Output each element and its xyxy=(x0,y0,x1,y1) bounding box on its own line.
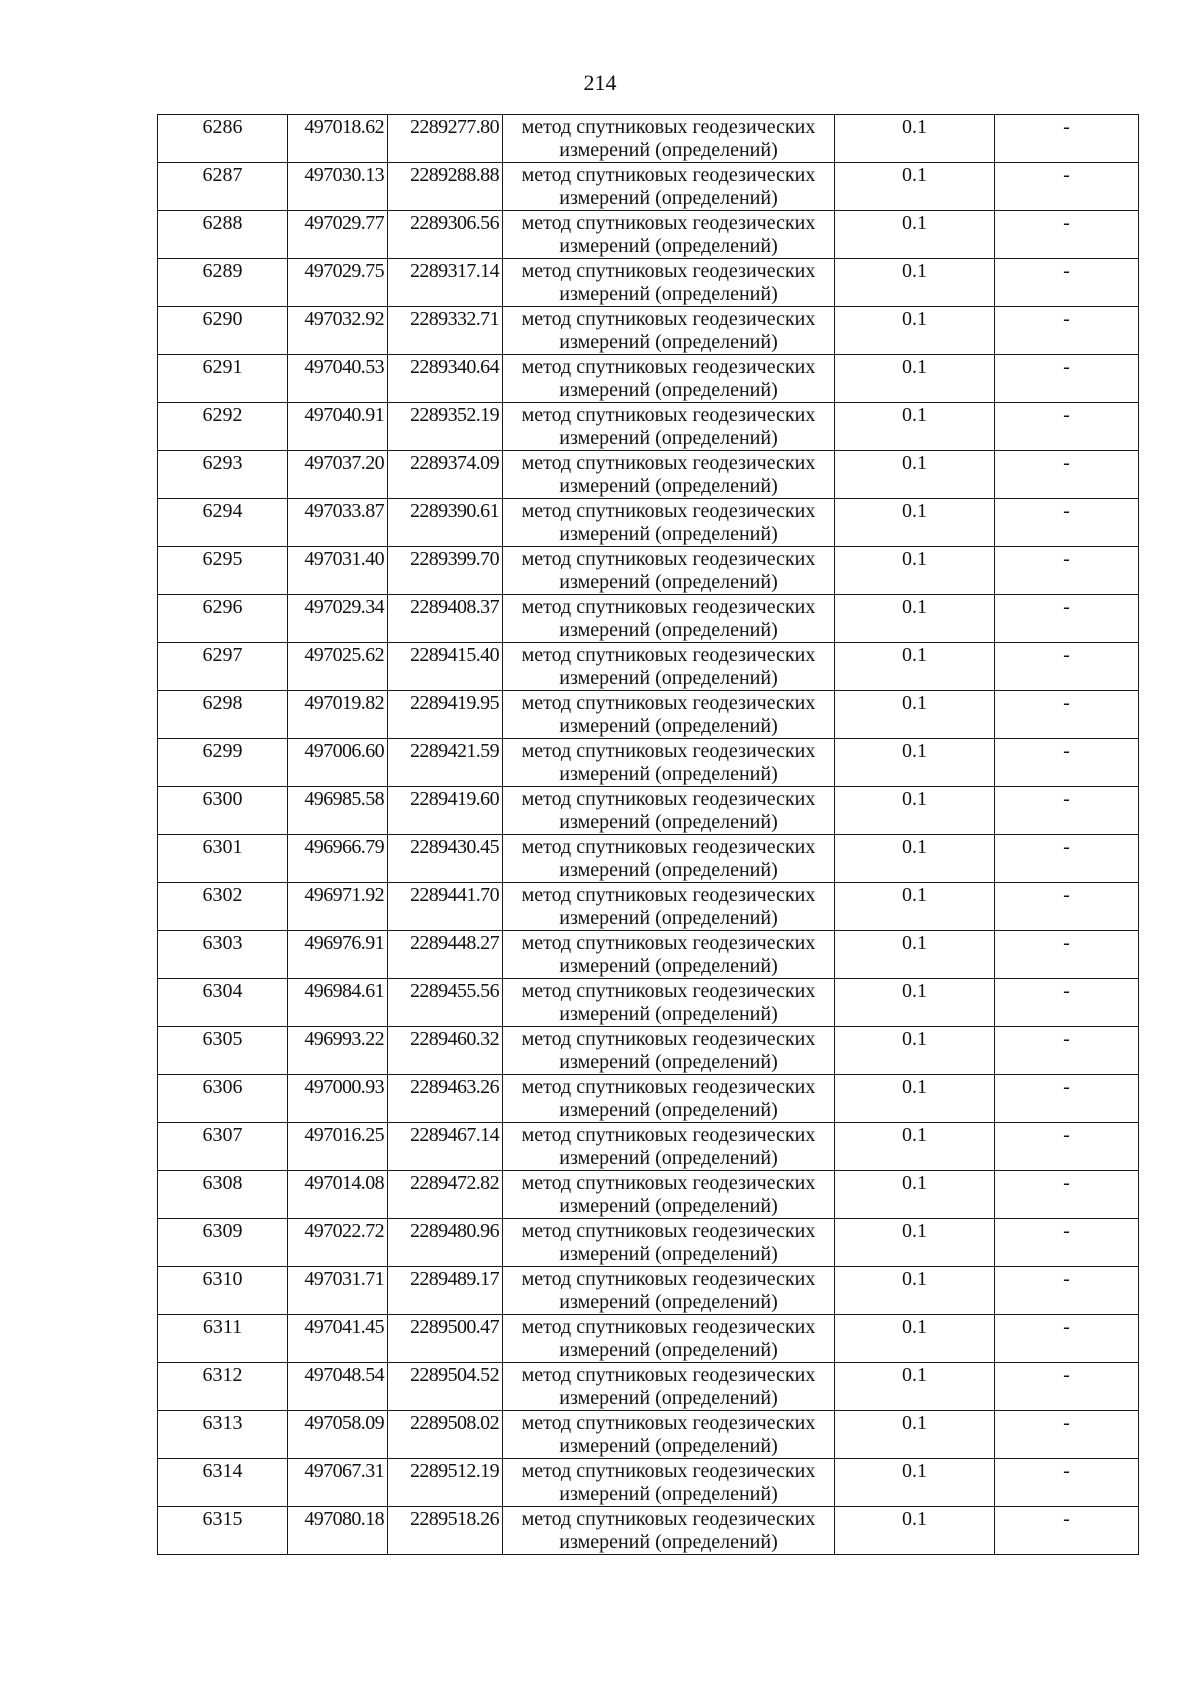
table-row xyxy=(158,355,1139,403)
point-number-cell: 6310 xyxy=(158,1267,288,1315)
table-row xyxy=(158,643,1139,691)
table-row xyxy=(158,931,1139,979)
x-coordinate-cell: 496966.79 xyxy=(288,835,388,883)
point-number-cell: 6301 xyxy=(158,835,288,883)
point-number-cell: 6304 xyxy=(158,979,288,1027)
method-cell: метод спутниковых геодезических измерений (определений) xyxy=(503,451,835,499)
method-cell: метод спутниковых геодезических измерений (определений) xyxy=(503,1267,835,1315)
point-number-cell: 6303 xyxy=(158,931,288,979)
note-cell: - xyxy=(995,739,1139,787)
method-cell: метод спутниковых геодезических измерений (определений) xyxy=(503,259,835,307)
y-coordinate-cell: 2289419.60 xyxy=(388,787,503,835)
x-coordinate-cell: 497006.60 xyxy=(288,739,388,787)
method-cell: метод спутниковых геодезических измерений (определений) xyxy=(503,1075,835,1123)
method-cell: метод спутниковых геодезических измерений (определений) xyxy=(503,163,835,211)
point-number-cell: 6298 xyxy=(158,691,288,739)
note-cell: - xyxy=(995,1315,1139,1363)
method-cell: метод спутниковых геодезических измерений (определений) xyxy=(503,115,835,163)
table-row xyxy=(158,211,1139,259)
note-cell: - xyxy=(995,643,1139,691)
x-coordinate-cell: 497000.93 xyxy=(288,1075,388,1123)
accuracy-cell: 0.1 xyxy=(835,1219,995,1267)
point-number-cell: 6293 xyxy=(158,451,288,499)
x-coordinate-cell: 496985.58 xyxy=(288,787,388,835)
point-number-cell: 6315 xyxy=(158,1507,288,1555)
y-coordinate-cell: 2289472.82 xyxy=(388,1171,503,1219)
point-number-cell: 6300 xyxy=(158,787,288,835)
table-row xyxy=(158,1507,1139,1555)
x-coordinate-cell: 497041.45 xyxy=(288,1315,388,1363)
table-row xyxy=(158,163,1139,211)
accuracy-cell: 0.1 xyxy=(835,931,995,979)
x-coordinate-cell: 497014.08 xyxy=(288,1171,388,1219)
point-number-cell: 6311 xyxy=(158,1315,288,1363)
note-cell: - xyxy=(995,499,1139,547)
note-cell: - xyxy=(995,403,1139,451)
accuracy-cell: 0.1 xyxy=(835,1171,995,1219)
x-coordinate-cell: 496971.92 xyxy=(288,883,388,931)
y-coordinate-cell: 2289352.19 xyxy=(388,403,503,451)
accuracy-cell: 0.1 xyxy=(835,1507,995,1555)
x-coordinate-cell: 497016.25 xyxy=(288,1123,388,1171)
x-coordinate-cell: 497040.91 xyxy=(288,403,388,451)
point-number-cell: 6291 xyxy=(158,355,288,403)
method-cell: метод спутниковых геодезических измерений (определений) xyxy=(503,739,835,787)
accuracy-cell: 0.1 xyxy=(835,403,995,451)
x-coordinate-cell: 497022.72 xyxy=(288,1219,388,1267)
table-row xyxy=(158,1123,1139,1171)
method-cell: метод спутниковых геодезических измерений (определений) xyxy=(503,835,835,883)
x-coordinate-cell: 497058.09 xyxy=(288,1411,388,1459)
y-coordinate-cell: 2289467.14 xyxy=(388,1123,503,1171)
accuracy-cell: 0.1 xyxy=(835,595,995,643)
x-coordinate-cell: 497019.82 xyxy=(288,691,388,739)
x-coordinate-cell: 497031.71 xyxy=(288,1267,388,1315)
accuracy-cell: 0.1 xyxy=(835,1459,995,1507)
x-coordinate-cell: 497032.92 xyxy=(288,307,388,355)
method-cell: метод спутниковых геодезических измерений (определений) xyxy=(503,691,835,739)
y-coordinate-cell: 2289408.37 xyxy=(388,595,503,643)
point-number-cell: 6305 xyxy=(158,1027,288,1075)
method-cell: метод спутниковых геодезических измерений (определений) xyxy=(503,1363,835,1411)
note-cell: - xyxy=(995,307,1139,355)
accuracy-cell: 0.1 xyxy=(835,1027,995,1075)
note-cell: - xyxy=(995,1267,1139,1315)
table-row xyxy=(158,259,1139,307)
x-coordinate-cell: 497029.77 xyxy=(288,211,388,259)
table-row xyxy=(158,787,1139,835)
note-cell: - xyxy=(995,1363,1139,1411)
accuracy-cell: 0.1 xyxy=(835,835,995,883)
accuracy-cell: 0.1 xyxy=(835,547,995,595)
x-coordinate-cell: 497080.18 xyxy=(288,1507,388,1555)
x-coordinate-cell: 497031.40 xyxy=(288,547,388,595)
accuracy-cell: 0.1 xyxy=(835,787,995,835)
x-coordinate-cell: 497018.62 xyxy=(288,115,388,163)
method-cell: метод спутниковых геодезических измерений (определений) xyxy=(503,403,835,451)
y-coordinate-cell: 2289500.47 xyxy=(388,1315,503,1363)
accuracy-cell: 0.1 xyxy=(835,163,995,211)
method-cell: метод спутниковых геодезических измерений (определений) xyxy=(503,643,835,691)
accuracy-cell: 0.1 xyxy=(835,883,995,931)
note-cell: - xyxy=(995,1171,1139,1219)
method-cell: метод спутниковых геодезических измерений (определений) xyxy=(503,1459,835,1507)
y-coordinate-cell: 2289512.19 xyxy=(388,1459,503,1507)
method-cell: метод спутниковых геодезических измерений (определений) xyxy=(503,1411,835,1459)
accuracy-cell: 0.1 xyxy=(835,1363,995,1411)
table-row xyxy=(158,595,1139,643)
note-cell: - xyxy=(995,787,1139,835)
method-cell: метод спутниковых геодезических измерений (определений) xyxy=(503,1315,835,1363)
note-cell: - xyxy=(995,115,1139,163)
table-row xyxy=(158,883,1139,931)
note-cell: - xyxy=(995,883,1139,931)
table-row xyxy=(158,499,1139,547)
table-row xyxy=(158,739,1139,787)
point-number-cell: 6287 xyxy=(158,163,288,211)
y-coordinate-cell: 2289489.17 xyxy=(388,1267,503,1315)
note-cell: - xyxy=(995,211,1139,259)
table-row xyxy=(158,1267,1139,1315)
table-row xyxy=(158,1219,1139,1267)
x-coordinate-cell: 497030.13 xyxy=(288,163,388,211)
accuracy-cell: 0.1 xyxy=(835,739,995,787)
point-number-cell: 6313 xyxy=(158,1411,288,1459)
y-coordinate-cell: 2289288.88 xyxy=(388,163,503,211)
table-row xyxy=(158,979,1139,1027)
y-coordinate-cell: 2289441.70 xyxy=(388,883,503,931)
accuracy-cell: 0.1 xyxy=(835,355,995,403)
accuracy-cell: 0.1 xyxy=(835,307,995,355)
y-coordinate-cell: 2289508.02 xyxy=(388,1411,503,1459)
point-number-cell: 6299 xyxy=(158,739,288,787)
coordinates-table-body xyxy=(158,115,1139,1555)
y-coordinate-cell: 2289518.26 xyxy=(388,1507,503,1555)
y-coordinate-cell: 2289390.61 xyxy=(388,499,503,547)
method-cell: метод спутниковых геодезических измерений (определений) xyxy=(503,1171,835,1219)
table-row xyxy=(158,1363,1139,1411)
method-cell: метод спутниковых геодезических измерений (определений) xyxy=(503,547,835,595)
accuracy-cell: 0.1 xyxy=(835,691,995,739)
method-cell: метод спутниковых геодезических измерений (определений) xyxy=(503,595,835,643)
method-cell: метод спутниковых геодезических измерений (определений) xyxy=(503,1123,835,1171)
x-coordinate-cell: 496993.22 xyxy=(288,1027,388,1075)
y-coordinate-cell: 2289332.71 xyxy=(388,307,503,355)
note-cell: - xyxy=(995,547,1139,595)
y-coordinate-cell: 2289463.26 xyxy=(388,1075,503,1123)
y-coordinate-cell: 2289419.95 xyxy=(388,691,503,739)
table-row xyxy=(158,451,1139,499)
y-coordinate-cell: 2289480.96 xyxy=(388,1219,503,1267)
method-cell: метод спутниковых геодезических измерений (определений) xyxy=(503,211,835,259)
x-coordinate-cell: 497033.87 xyxy=(288,499,388,547)
accuracy-cell: 0.1 xyxy=(835,259,995,307)
point-number-cell: 6309 xyxy=(158,1219,288,1267)
y-coordinate-cell: 2289460.32 xyxy=(388,1027,503,1075)
table-row xyxy=(158,307,1139,355)
y-coordinate-cell: 2289277.80 xyxy=(388,115,503,163)
note-cell: - xyxy=(995,163,1139,211)
note-cell: - xyxy=(995,595,1139,643)
method-cell: метод спутниковых геодезических измерений (определений) xyxy=(503,1219,835,1267)
note-cell: - xyxy=(995,355,1139,403)
y-coordinate-cell: 2289340.64 xyxy=(388,355,503,403)
point-number-cell: 6295 xyxy=(158,547,288,595)
table-row xyxy=(158,1459,1139,1507)
x-coordinate-cell: 497067.31 xyxy=(288,1459,388,1507)
y-coordinate-cell: 2289504.52 xyxy=(388,1363,503,1411)
accuracy-cell: 0.1 xyxy=(835,211,995,259)
point-number-cell: 6288 xyxy=(158,211,288,259)
table-row xyxy=(158,1171,1139,1219)
x-coordinate-cell: 497037.20 xyxy=(288,451,388,499)
y-coordinate-cell: 2289455.56 xyxy=(388,979,503,1027)
accuracy-cell: 0.1 xyxy=(835,1075,995,1123)
x-coordinate-cell: 497040.53 xyxy=(288,355,388,403)
method-cell: метод спутниковых геодезических измерений (определений) xyxy=(503,979,835,1027)
note-cell: - xyxy=(995,451,1139,499)
point-number-cell: 6296 xyxy=(158,595,288,643)
table-row xyxy=(158,1027,1139,1075)
note-cell: - xyxy=(995,835,1139,883)
table-row xyxy=(158,547,1139,595)
point-number-cell: 6290 xyxy=(158,307,288,355)
x-coordinate-cell: 496976.91 xyxy=(288,931,388,979)
point-number-cell: 6308 xyxy=(158,1171,288,1219)
note-cell: - xyxy=(995,691,1139,739)
note-cell: - xyxy=(995,979,1139,1027)
table-row xyxy=(158,115,1139,163)
table-row xyxy=(158,835,1139,883)
y-coordinate-cell: 2289374.09 xyxy=(388,451,503,499)
note-cell: - xyxy=(995,259,1139,307)
y-coordinate-cell: 2289415.40 xyxy=(388,643,503,691)
point-number-cell: 6306 xyxy=(158,1075,288,1123)
accuracy-cell: 0.1 xyxy=(835,115,995,163)
note-cell: - xyxy=(995,1411,1139,1459)
table-row xyxy=(158,1411,1139,1459)
y-coordinate-cell: 2289399.70 xyxy=(388,547,503,595)
table-row xyxy=(158,1075,1139,1123)
accuracy-cell: 0.1 xyxy=(835,643,995,691)
point-number-cell: 6314 xyxy=(158,1459,288,1507)
note-cell: - xyxy=(995,1123,1139,1171)
point-number-cell: 6289 xyxy=(158,259,288,307)
accuracy-cell: 0.1 xyxy=(835,979,995,1027)
table-row xyxy=(158,691,1139,739)
method-cell: метод спутниковых геодезических измерений (определений) xyxy=(503,307,835,355)
note-cell: - xyxy=(995,1075,1139,1123)
page-number: 214 xyxy=(583,70,617,95)
table-row xyxy=(158,403,1139,451)
accuracy-cell: 0.1 xyxy=(835,1123,995,1171)
y-coordinate-cell: 2289317.14 xyxy=(388,259,503,307)
y-coordinate-cell: 2289430.45 xyxy=(388,835,503,883)
x-coordinate-cell: 497029.75 xyxy=(288,259,388,307)
x-coordinate-cell: 497025.62 xyxy=(288,643,388,691)
note-cell: - xyxy=(995,1459,1139,1507)
accuracy-cell: 0.1 xyxy=(835,499,995,547)
accuracy-cell: 0.1 xyxy=(835,451,995,499)
point-number-cell: 6312 xyxy=(158,1363,288,1411)
method-cell: метод спутниковых геодезических измерений (определений) xyxy=(503,931,835,979)
y-coordinate-cell: 2289306.56 xyxy=(388,211,503,259)
accuracy-cell: 0.1 xyxy=(835,1315,995,1363)
x-coordinate-cell: 497048.54 xyxy=(288,1363,388,1411)
point-number-cell: 6307 xyxy=(158,1123,288,1171)
accuracy-cell: 0.1 xyxy=(835,1267,995,1315)
y-coordinate-cell: 2289448.27 xyxy=(388,931,503,979)
coordinates-table xyxy=(157,114,1139,1555)
method-cell: метод спутниковых геодезических измерений (определений) xyxy=(503,355,835,403)
note-cell: - xyxy=(995,931,1139,979)
method-cell: метод спутниковых геодезических измерений (определений) xyxy=(503,1027,835,1075)
x-coordinate-cell: 496984.61 xyxy=(288,979,388,1027)
x-coordinate-cell: 497029.34 xyxy=(288,595,388,643)
y-coordinate-cell: 2289421.59 xyxy=(388,739,503,787)
note-cell: - xyxy=(995,1507,1139,1555)
method-cell: метод спутниковых геодезических измерений (определений) xyxy=(503,787,835,835)
point-number-cell: 6292 xyxy=(158,403,288,451)
point-number-cell: 6302 xyxy=(158,883,288,931)
note-cell: - xyxy=(995,1027,1139,1075)
point-number-cell: 6294 xyxy=(158,499,288,547)
table-row xyxy=(158,1315,1139,1363)
method-cell: метод спутниковых геодезических измерений (определений) xyxy=(503,1507,835,1555)
method-cell: метод спутниковых геодезических измерений (определений) xyxy=(503,883,835,931)
point-number-cell: 6286 xyxy=(158,115,288,163)
note-cell: - xyxy=(995,1219,1139,1267)
accuracy-cell: 0.1 xyxy=(835,1411,995,1459)
point-number-cell: 6297 xyxy=(158,643,288,691)
method-cell: метод спутниковых геодезических измерений (определений) xyxy=(503,499,835,547)
